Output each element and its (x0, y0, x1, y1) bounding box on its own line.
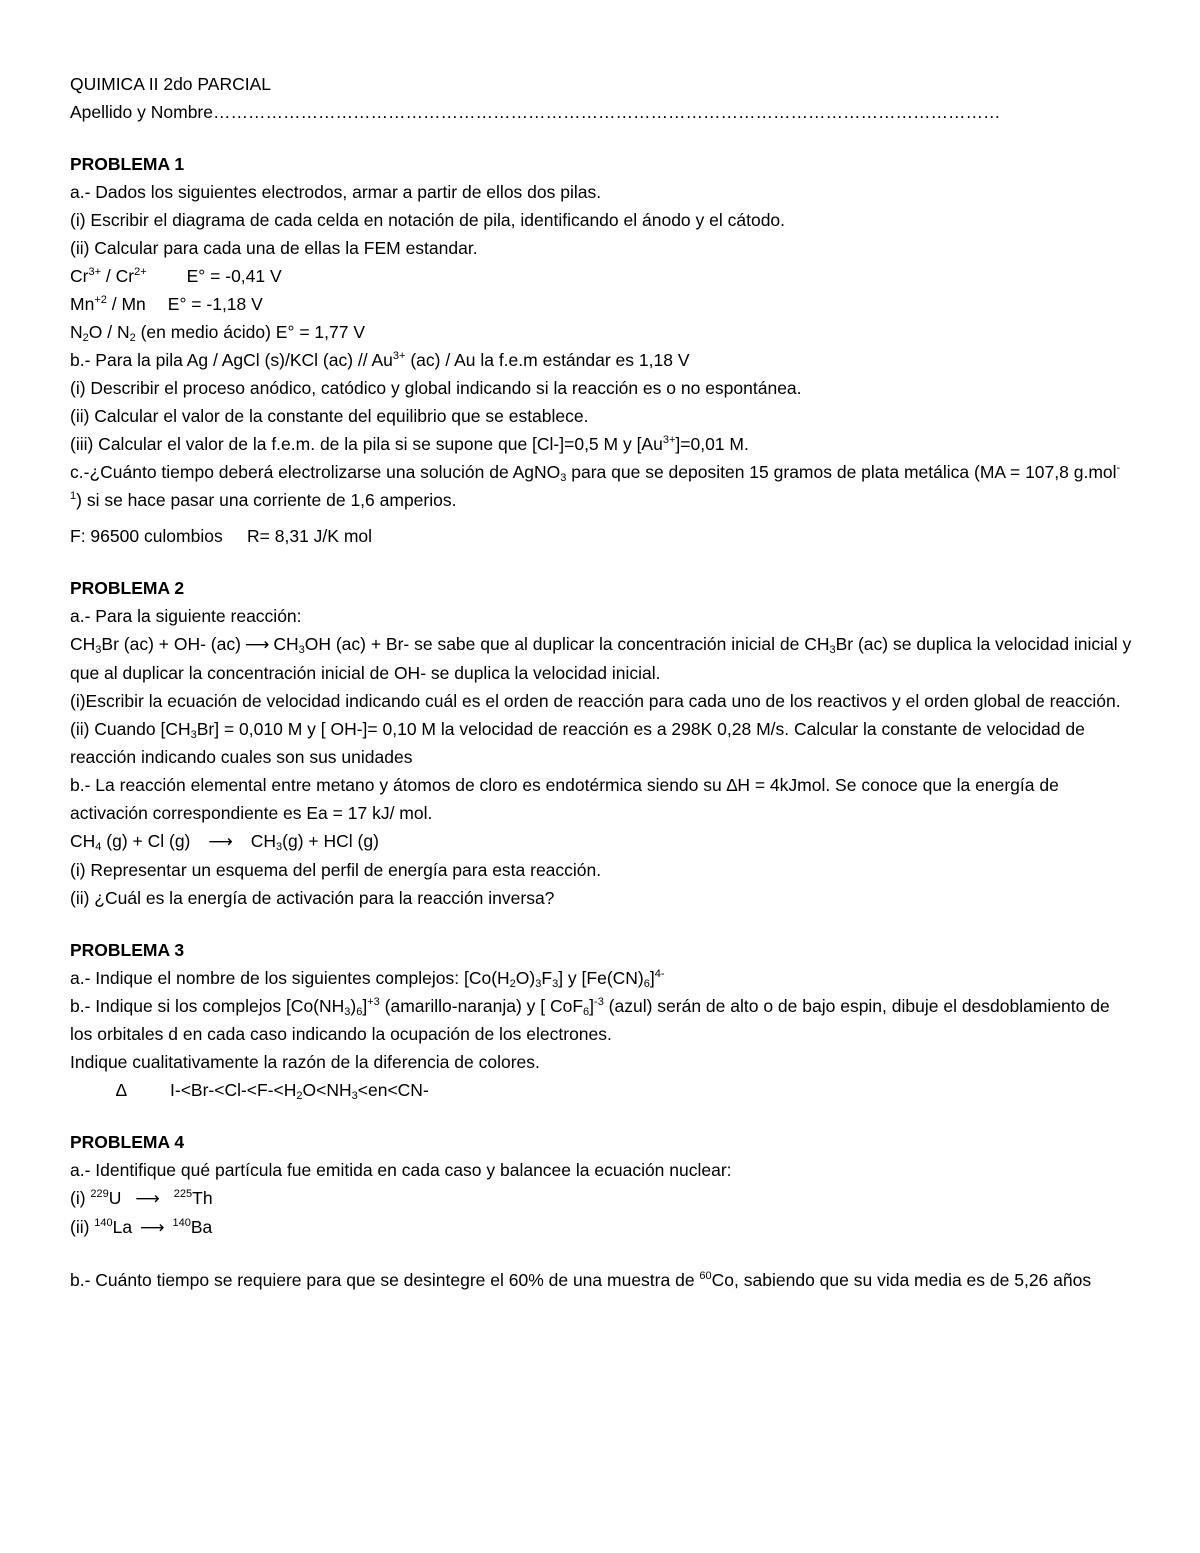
reaction-arrow-icon: ⟶ (244, 635, 270, 654)
reaction-arrow-icon: ⟶ (135, 1189, 160, 1208)
p1-b-ii: (ii) Calcular el valor de la constante del equilibrio que se establece. (70, 406, 589, 426)
p1-part-c: c.-¿Cuánto tiempo deberá electrolizarse una solución de AgNO$_3$ para que se depositen 15 gramos de plata metálica (MA = 107,8 g.mol$^{-1}$) si se hace pasar una corriente de 1,6 amperios. (70, 462, 1121, 510)
p1-b-i: (i) Describir el proceso anódico, catódico y global indicando si la reacción es o no espontánea. (70, 378, 802, 398)
nuclear-eq-2: (ii) $^{140}$La ⟶ $^{140}$Ba (70, 1213, 1132, 1242)
constants-line: F: 96500 culombios R= 8,31 J/K mol (70, 526, 373, 546)
p1-part-b: b.- Para la pila Ag / AgCl (s)/KCl $(ac) // Au^{3+}$ (ac) / Au la f.e.m estándar es 1,18 V (70, 350, 690, 370)
reaction-arrow-icon: ⟶ (140, 1218, 165, 1237)
electrode-cr: $Cr^{3+} / Cr^{2+}$ E° = -0,41 V (70, 266, 282, 286)
exam-title: QUIMICA II 2do PARCIAL (70, 74, 271, 94)
reaction-arrow-icon: ⟶ (208, 832, 233, 851)
p3-part-a: a.- Indique el nombre de los siguientes complejos: $[Co(H_2O)_3F_3]$ y $[Fe(CN)_6]^{4-}$ (70, 968, 665, 990)
p2-b-i: (i) Representar un esquema del perfil de energía para esta reacción. (70, 860, 602, 880)
p4-part-b: b.- Cuánto tiempo se requiere para que se desintegre el 60% de una muestra de $^{60}$Co, sabiendo que su vida media es de 5,26 años (70, 1270, 1092, 1290)
p1-a-ii: (ii) Calcular para cada una de ellas la FEM estandar. (70, 238, 478, 258)
p2-part-b: b.- La reacción elemental entre metano y átomos de cloro es endotérmica siendo su ∆H = 4kJmol. Se conoce que la energía de activación correspondiente es Ea = 17 kJ/ mol. (70, 775, 1059, 823)
p2-reaction-statement: $CH_3Br$ (ac) + OH- (ac) ⟶ $CH_3OH$ (ac) + Br- se sabe que al duplicar la concentración inicial de $CH_3Br$ (ac) se duplica la velocidad inicial y que al duplicar la concentración inicial de OH- se duplica la velocidad inicial. (70, 630, 1132, 687)
problem-1-heading: PROBLEMA 1 (70, 154, 185, 174)
problem-3-heading: PROBLEMA 3 (70, 940, 185, 960)
p2-part-a: a.- Para la siguiente reacción: (70, 606, 302, 626)
document-body (70, 70, 1132, 1294)
p2-reaction-2: $CH_4$ (g) + Cl (g) ⟶ $CH_3(g)$ + HCl (g) (70, 827, 1132, 856)
p3-part-c: Indique cualitativamente la razón de la diferencia de colores. (70, 1052, 540, 1072)
p1-a-i: (i) Escribir el diagrama de cada celda en notación de pila, identificando el ánodo y el cátodo. (70, 210, 786, 230)
p1-part-a: a.- Dados los siguientes electrodos, armar a partir de ellos dos pilas. (70, 182, 602, 202)
p2-a-ii: (ii) Cuando $[CH_3Br] = 0,010$ M y [ OH-]= 0,10 M la velocidad de reacción es a 298K 0,28 M/s. Calcular la constante de velocidad de reacción indicando cuales son sus unidades (70, 719, 1085, 767)
electrode-n2o: $N_2O / N_2$ (en medio ácido) E° = 1,77 V (70, 322, 366, 344)
electrode-mn: $Mn^{+2}$ / Mn E° = -1,18 V (70, 294, 263, 314)
name-field: Apellido y Nombre……………………………………………………………………………………………………………………… (70, 102, 1001, 122)
p2-b-ii: (ii) ¿Cuál es la energía de activación para la reacción inversa? (70, 888, 555, 908)
spectrochemical-series: ∆ $I-<Br-<Cl-<F-<H_2O<NH_3<en<CN-$ (70, 1076, 1132, 1104)
nuclear-eq-1: (i) $^{229}$U ⟶ $^{225}$Th (70, 1184, 1132, 1213)
p1-b-iii: (iii) Calcular el valor de la f.e.m. de la pila si se supone que [Cl-]=0,5 M y $[Au^{3+}]=0,01$ M. (70, 434, 749, 454)
p4-part-a: a.- Identifique qué partícula fue emitida en cada caso y balancee la ecuación nuclear: (70, 1160, 732, 1180)
delta-symbol: ∆ (116, 1080, 127, 1100)
problem-4-heading: PROBLEMA 4 (70, 1132, 185, 1152)
p2-a-i: (i)Escribir la ecuación de velocidad indicando cuál es el orden de reacción para cada uno de los reactivos y el orden global de reacción. (70, 691, 1121, 711)
p3-part-b: b.- Indique si los complejos $[Co(NH_3)_6]^{+3}$ (amarillo-naranja) y [ CoF$_6$]$^{-3}$ (azul) serán de alto o de bajo espin, dibuje el desdoblamiento de los orbitales d en cada caso indicando la ocupación de los electrones. (70, 996, 1110, 1044)
problem-2-heading: PROBLEMA 2 (70, 578, 185, 598)
